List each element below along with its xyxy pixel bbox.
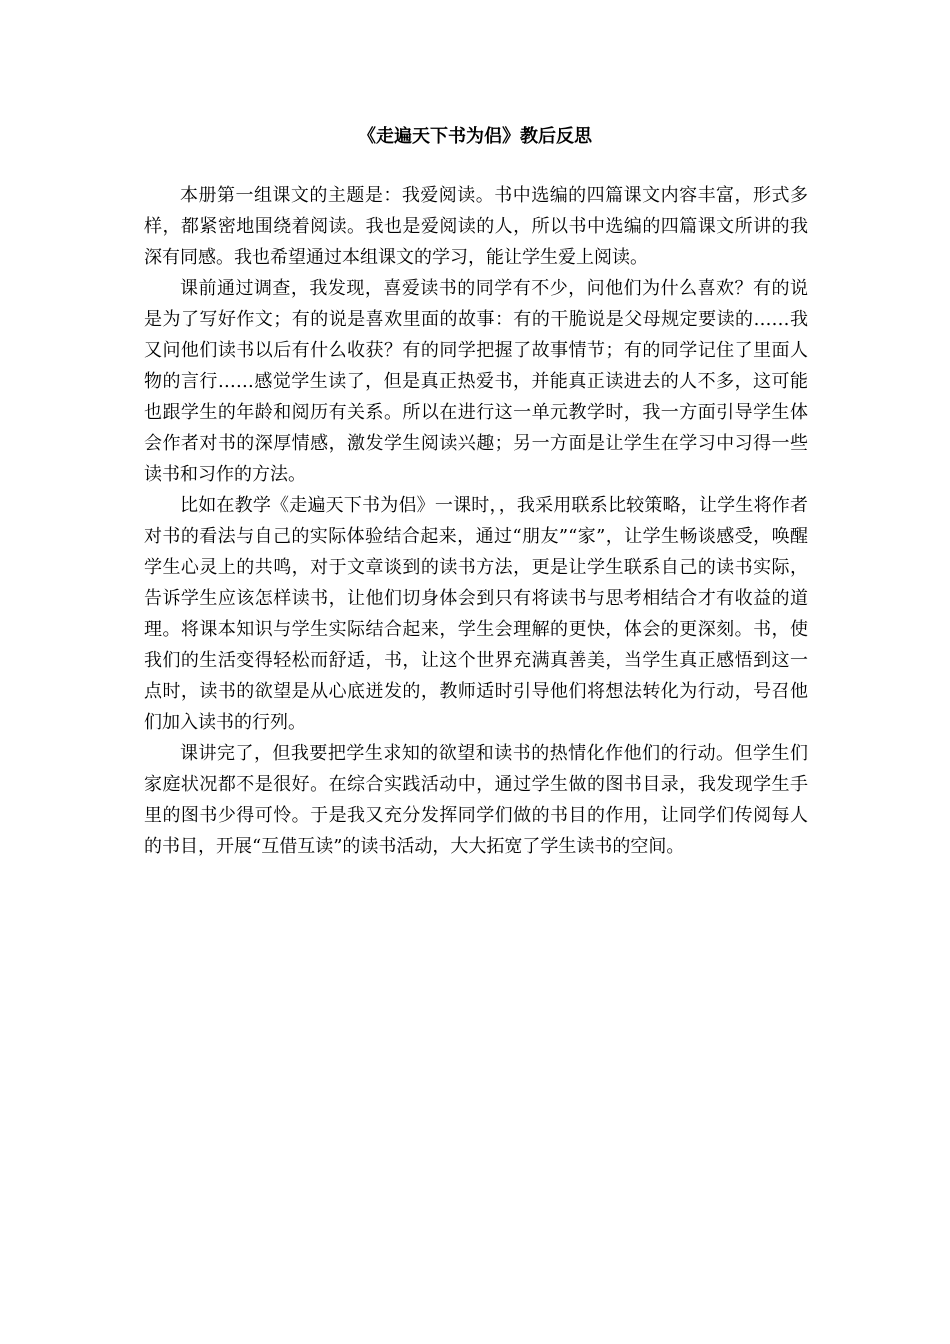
document-body bbox=[144, 180, 808, 862]
document-title: 《走遍天下书为侣》教后反思 bbox=[358, 126, 592, 147]
paragraph-4: 课讲完了，但我要把学生求知的欲望和读书的热情化作他们的行动。但学生们家庭状况都不是很好。在综合实践活动中，通过学生做的图书目录，我发现学生手里的图书少得可怜。于是我又充分发挥同学们做的书目的作用，让同学们传阅每人的书目，开展“互借互读”的读书活动，大大拓宽了学生读书的空间。 bbox=[144, 743, 808, 857]
paragraph-1: 本册第一组课文的主题是：我爱阅读。书中选编的四篇课文内容丰富，形式多样，都紧密地围绕着阅读。我也是爱阅读的人，所以书中选编的四篇课文所讲的我深有同感。我也希望通过本组课文的学习，能让学生爱上阅读。 bbox=[144, 185, 808, 268]
paragraph-2: 课前通过调查，我发现，喜爱读书的同学有不少，问他们为什么喜欢？有的说是为了写好作文；有的说是喜欢里面的故事：有的干脆说是父母规定要读的……我又问他们读书以后有什么收获？有的同学把握了故事情节；有的同学记住了里面人物的言行……感觉学生读了，但是真正热爱书，并能真正读进去的人不多，这可能也跟学生的年龄和阅历有关系。所以在进行这一单元教学时，我一方面引导学生体会作者对书的深厚情感，激发学生阅读兴趣；另一方面是让学生在学习中习得一些读书和习作的方法。 bbox=[144, 278, 808, 485]
paragraph-3: 比如在教学《走遍天下书为侣》一课时，，我采用联系比较策略，让学生将作者对书的看法与自己的实际体验结合起来，通过“朋友”“家”，让学生畅谈感受，唤醒学生心灵上的共鸣，对于文章谈到的读书方法，更是让学生联系自己的读书实际，告诉学生应该怎样读书，让他们切身体会到只有将读书与思考相结合才有收益的道理。将课本知识与学生实际结合起来，学生会理解的更快，体会的更深刻。书，使我们的生活变得轻松而舒适，书，让这个世界充满真善美，当学生真正感悟到这一点时，读书的欲望是从心底迸发的，教师适时引导他们将想法转化为行动，号召他们加入读书的行列。 bbox=[144, 495, 808, 733]
